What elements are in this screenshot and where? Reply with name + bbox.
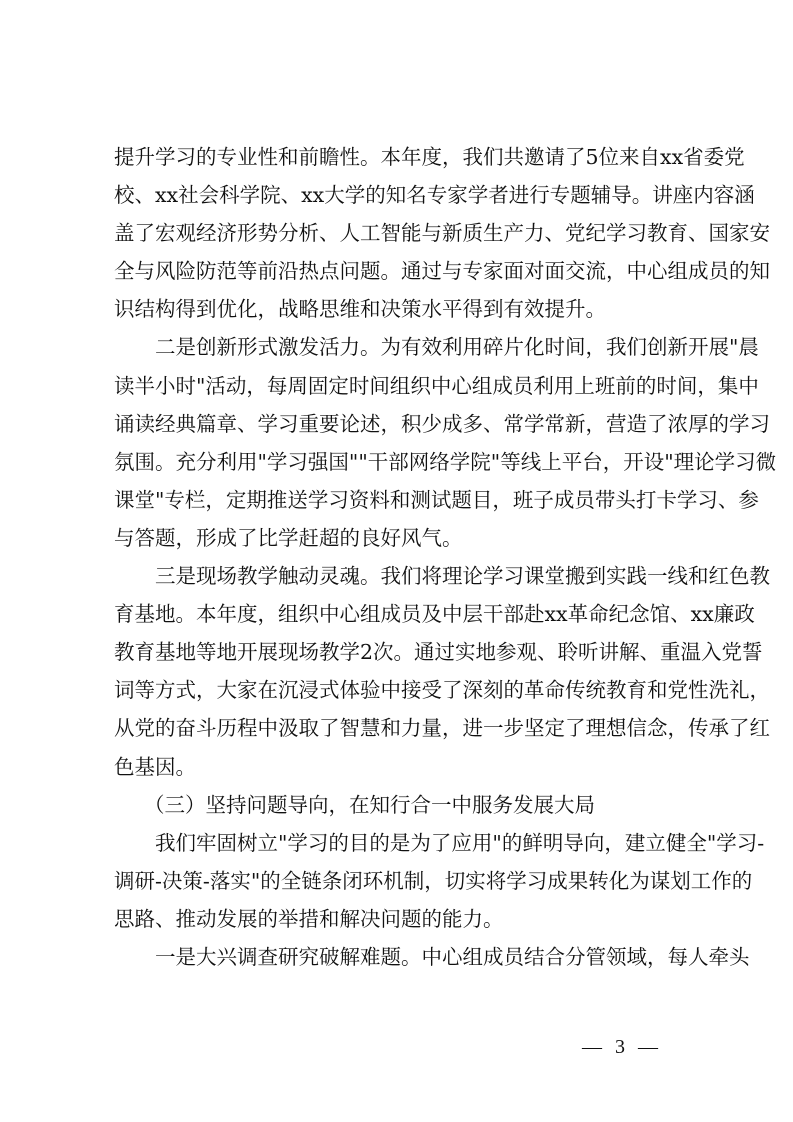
text-line: （三）坚持问题导向，在知行合一中服务发展大局 xyxy=(144,792,595,817)
paragraph xyxy=(114,557,770,786)
text-line: 读半小时"活动，每周固定时间组织中心组成员利用上班前的时间，集中 xyxy=(114,373,759,398)
text-line: 校、xx社会科学院、xx大学的知名专家学者进行专题辅导。讲座内容涵 xyxy=(114,183,755,208)
text-line: 二是创新形式激发活力。为有效利用碎片化时间，我们创新开展"晨 xyxy=(155,335,759,360)
text-line: 氛围。充分利用"学习强国""干部网络学院"等线上平台，开设"理论学习微 xyxy=(114,449,777,474)
text-line: 教育基地等地开展现场教学2次。通过实地参观、聆听讲解、重温入党誓 xyxy=(114,640,763,665)
page-number: — 3 — xyxy=(582,1036,662,1058)
document-body xyxy=(114,138,777,976)
paragraph xyxy=(114,138,770,328)
text-line: 调研-决策-落实"的全链条闭环机制，切实将学习成果转化为谋划工作的 xyxy=(114,868,753,893)
text-line: 一是大兴调查研究破解难题。中心组成员结合分管领域，每人牵头 xyxy=(155,944,750,969)
paragraph xyxy=(114,938,750,976)
text-line: 全与风险防范等前沿热点问题。通过与专家面对面交流，中心组成员的知 xyxy=(114,259,770,284)
paragraph xyxy=(114,824,765,938)
text-line: 词等方式，大家在沉浸式体验中接受了深刻的革命传统教育和党性洗礼， xyxy=(114,678,770,703)
text-line: 色基因。 xyxy=(114,754,196,779)
text-line: 育基地。本年度，组织中心组成员及中层干部赴xx革命纪念馆、xx廉政 xyxy=(114,602,755,627)
text-line: 我们牢固树立"学习的目的是为了应用"的鲜明导向，建立健全"学习- xyxy=(155,830,765,855)
text-line: 三是现场教学触动灵魂。我们将理论学习课堂搬到实践一线和红色教 xyxy=(155,564,770,589)
text-line: 思路、推动发展的举措和解决问题的能力。 xyxy=(114,906,504,931)
text-line: 诵读经典篇章、学习重要论述，积少成多、常学常新，营造了浓厚的学习 xyxy=(114,411,770,436)
text-line: 课堂"专栏，定期推送学习资料和测试题目，班子成员带头打卡学习、参 xyxy=(114,487,759,512)
text-line: 盖了宏观经济形势分析、人工智能与新质生产力、党纪学习教育、国家安 xyxy=(114,221,770,246)
section-heading xyxy=(114,786,681,824)
paragraph xyxy=(114,328,777,557)
text-line: 提升学习的专业性和前瞻性。本年度，我们共邀请了5位来自xx省委党 xyxy=(114,145,745,169)
text-line: 从党的奋斗历程中汲取了智慧和力量，进一步坚定了理想信念，传承了红 xyxy=(114,716,770,741)
text-line: 识结构得到优化，战略思维和决策水平得到有效提升。 xyxy=(114,297,606,322)
text-line: 与答题，形成了比学赶超的良好风气。 xyxy=(114,525,463,550)
